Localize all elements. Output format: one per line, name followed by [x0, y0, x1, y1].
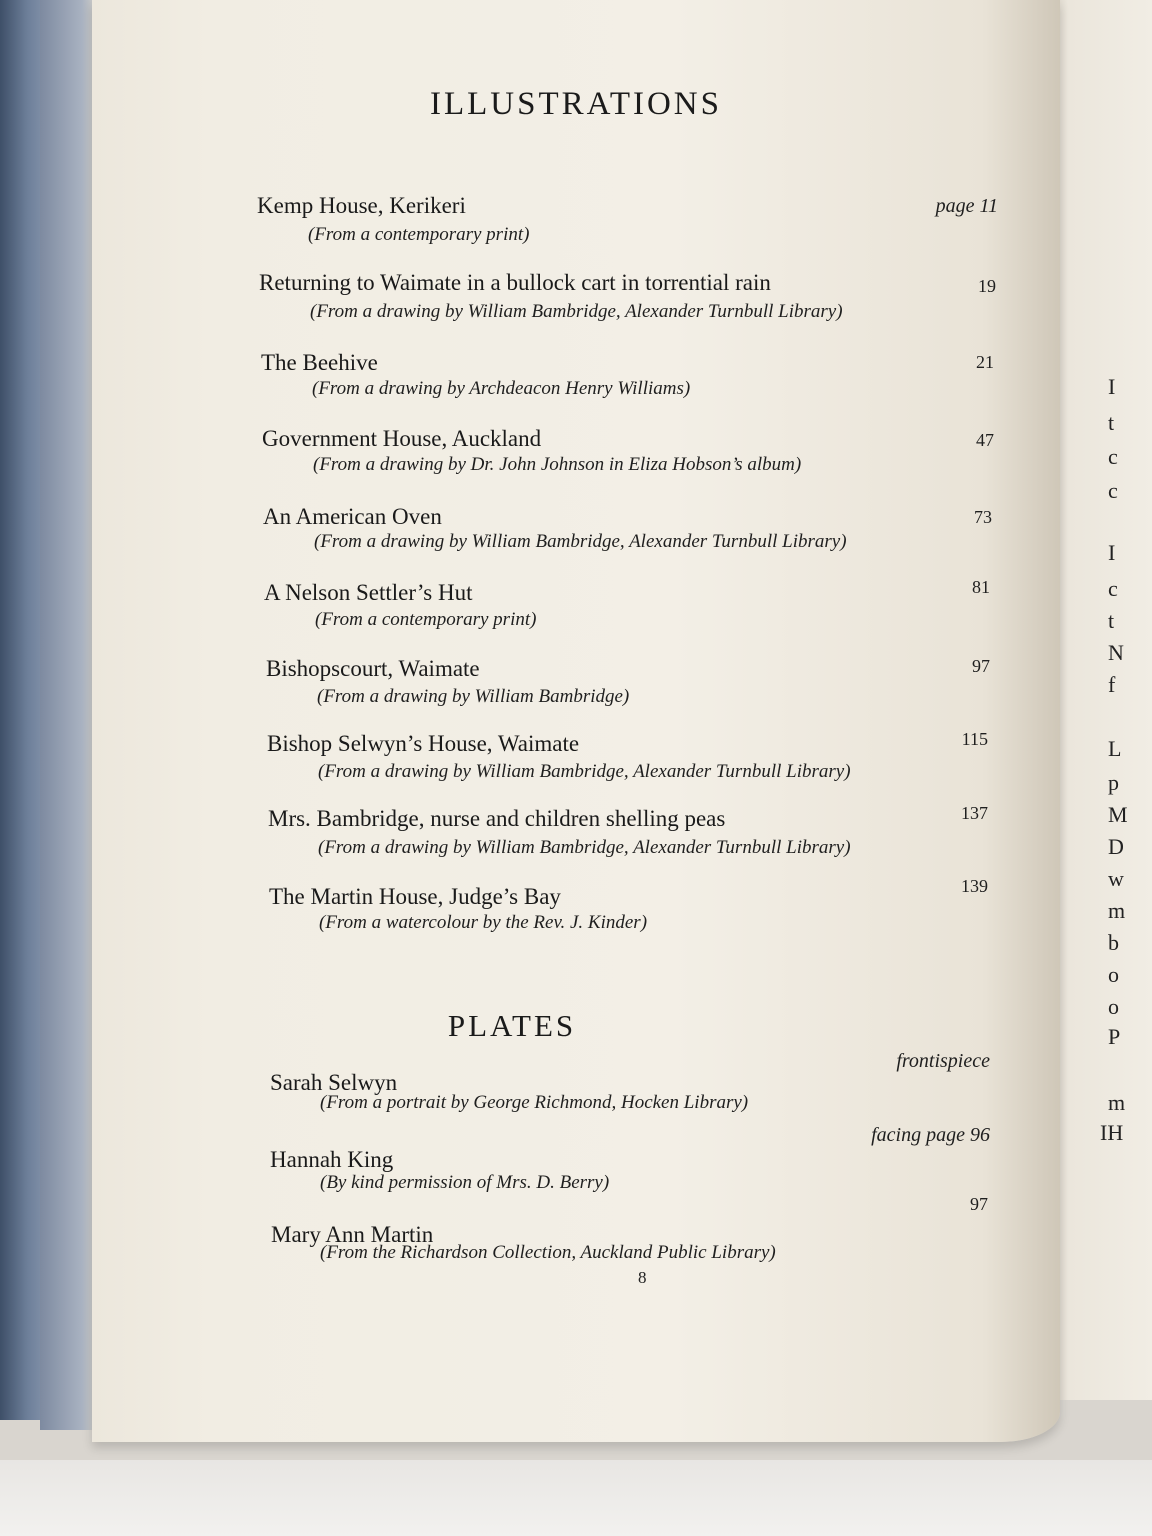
entry-caption: (From a drawing by Dr. John Johnson in Eliza Hobson’s album) [313, 454, 802, 475]
entry-title: Government House, Auckland [262, 426, 542, 451]
entry-title: Returning to Waimate in a bullock cart in torrential rain [259, 270, 771, 295]
fragment: I [1108, 540, 1116, 565]
entry-page: 97 [972, 656, 990, 676]
fragment: o [1108, 962, 1119, 987]
entry-caption: (By kind permission of Mrs. D. Berry) [320, 1172, 610, 1193]
fragment: M [1108, 802, 1128, 827]
entry-page: 47 [976, 430, 994, 450]
entry-caption: (From a contemporary print) [315, 609, 537, 630]
fragment: m [1108, 898, 1126, 923]
fragment: p [1108, 770, 1119, 795]
entry-page: 19 [978, 276, 996, 296]
entry-page: 137 [961, 803, 988, 823]
entry-page: frontispiece [896, 1050, 990, 1072]
entry-title: A Nelson Settler’s Hut [264, 580, 473, 605]
book-cover-edge [40, 0, 100, 1430]
entry-page: 139 [961, 876, 988, 896]
fragment: o [1108, 994, 1119, 1019]
entry-page: 81 [972, 577, 990, 597]
entry-page: 115 [961, 729, 988, 749]
entry-caption: (From the Richardson Collection, Auckland Public Library) [320, 1242, 776, 1263]
fragment: t [1108, 410, 1115, 435]
entry-page: 97 [970, 1194, 988, 1214]
fragment: c [1108, 478, 1118, 503]
entry-caption: (From a drawing by William Bambridge, Alexander Turnbull Library) [310, 301, 843, 322]
fragment: b [1108, 930, 1119, 955]
entry-caption: (From a drawing by William Bambridge, Alexander Turnbull Library) [314, 531, 847, 552]
fragment: m [1108, 1090, 1126, 1115]
entry-caption: (From a drawing by Archdeacon Henry Williams) [312, 378, 691, 399]
fragment: I [1108, 374, 1116, 399]
entry-page: page 11 [935, 195, 998, 217]
table-surface [0, 1460, 1152, 1536]
fragment: IH [1100, 1120, 1124, 1145]
entry-title: Mary Ann Martin [271, 1222, 434, 1247]
fragment: L [1108, 736, 1122, 761]
entry-title: The Beehive [261, 350, 378, 375]
fragment: P [1108, 1024, 1121, 1049]
entry-title: An American Oven [263, 504, 442, 529]
entry-title: Mrs. Bambridge, nurse and children shelling peas [268, 806, 726, 831]
entry-title: Bishop Selwyn’s House, Waimate [267, 731, 580, 756]
fragment: D [1108, 834, 1124, 859]
entry-title: Kemp House, Kerikeri [257, 193, 466, 218]
entry-page: facing page 96 [871, 1124, 990, 1146]
fragment: c [1108, 444, 1118, 469]
illustrations-heading: ILLUSTRATIONS [430, 86, 722, 122]
fragment: c [1108, 576, 1118, 601]
fragment: t [1108, 608, 1115, 633]
entry-title: Bishopscourt, Waimate [266, 656, 480, 681]
entry-caption: (From a drawing by William Bambridge, Alexander Turnbull Library) [318, 837, 851, 858]
entry-title: Hannah King [270, 1147, 394, 1172]
entry-page: 21 [976, 352, 994, 372]
entry-page: 73 [974, 507, 992, 527]
entry-caption: (From a contemporary print) [308, 224, 530, 245]
entry-caption: (From a portrait by George Richmond, Hocken Library) [320, 1092, 749, 1113]
page-number: 8 [638, 1268, 647, 1287]
entry-caption: (From a watercolour by the Rev. J. Kinder) [319, 912, 648, 933]
entry-caption: (From a drawing by William Bambridge) [317, 686, 630, 707]
entry-caption: (From a drawing by William Bambridge, Alexander Turnbull Library) [318, 761, 851, 782]
fragment: w [1108, 866, 1124, 891]
fragment: f [1108, 672, 1116, 697]
entry-title: Sarah Selwyn [270, 1070, 398, 1095]
entry-title: The Martin House, Judge’s Bay [269, 884, 561, 909]
plates-heading: PLATES [447, 1008, 577, 1043]
fragment: N [1108, 640, 1124, 665]
